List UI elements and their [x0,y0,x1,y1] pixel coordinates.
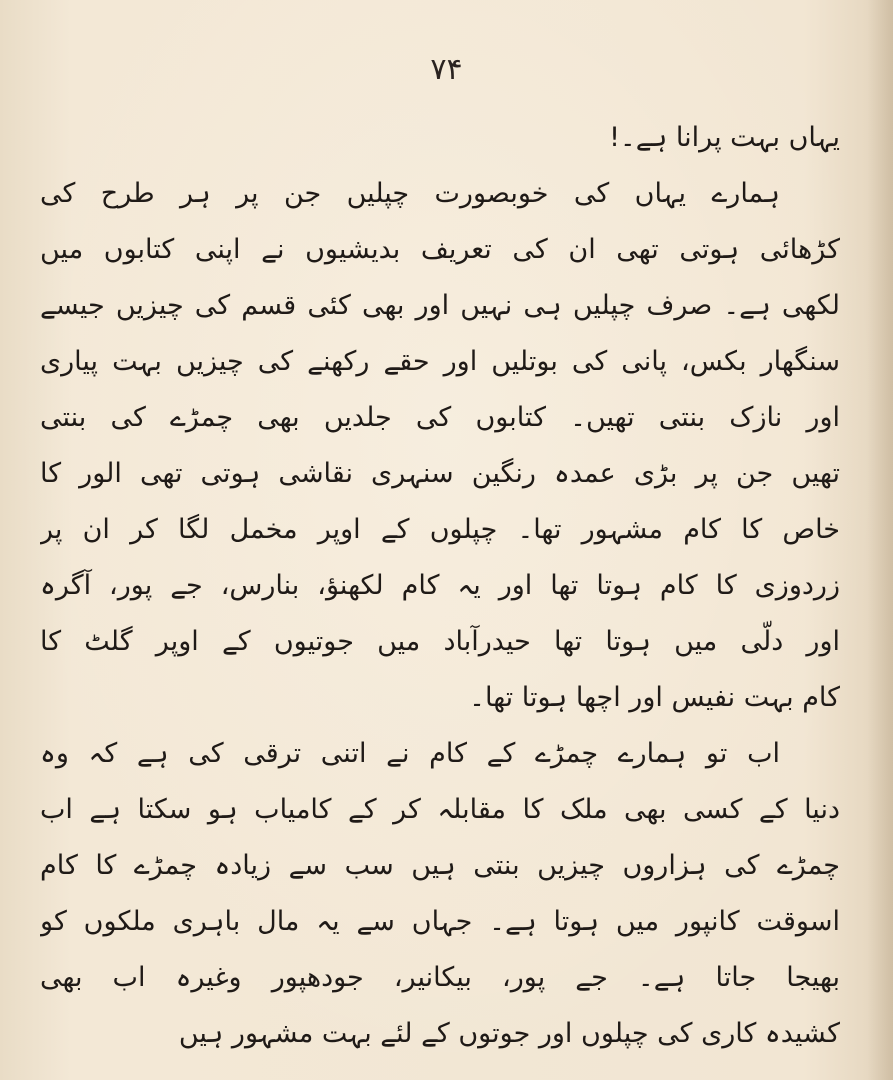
text-line: چمڑے کی ہزاروں چیزیں بنتی ہیں سب سے زیادہ چمڑے کا کام [40,850,840,881]
text-line: سنگھار بکس، پانی کی بوتلیں اور حقے رکھنے کی چیزیں بہت پیاری [40,346,840,377]
text-line: اور دلّی میں ہوتا تھا حیدرآباد میں جوتیوں کے اوپر گلٹ کا [40,626,840,657]
text-line: کام بہت نفیس اور اچھا ہوتا تھا۔ [469,682,840,713]
text-line: بھیجا جاتا ہے۔ جے پور، بیکانیر، جودھپور وغیرہ اب بھی [40,962,840,993]
page-number: ۷۴ [430,52,463,87]
text-line: کڑھائی ہوتی تھی ان کی تعریف بدیشیوں نے اپنی کتابوں میں [40,234,840,265]
text-line: لکھی ہے۔ صرف چپلیں ہی نہیں اور بھی کئی قسم کی چیزیں جیسے [40,290,840,321]
text-line: کشیدہ کاری کی چپلوں اور جوتوں کے لئے بہت مشہور ہیں [178,1018,840,1049]
binding-shadow [867,0,893,1080]
text-line: دنیا کے کسی بھی ملک کا مقابلہ کر کے کامیاب ہو سکتا ہے اب [40,794,840,825]
text-line: زردوزی کا کام ہوتا تھا اور یہ کام لکھنؤ، بنارس، جے پور، آگرہ [40,570,840,601]
text-line: تھیں جن پر بڑی عمدہ رنگین سنہری نقاشی ہوتی تھی الور کا [40,458,840,489]
text-line: ہمارے یہاں کی خوبصورت چپلیں جن پر ہر طرح کی [40,178,780,209]
text-line: یہاں بہت پرانا ہے۔! [609,122,840,153]
body-text [40,110,840,1062]
text-line: اب تو ہمارے چمڑے کے کام نے اتنی ترقی کی ہے کہ وہ [40,738,780,769]
text-line: اسوقت کانپور میں ہوتا ہے۔ جہاں سے یہ مال باہری ملکوں کو [40,906,840,937]
text-line: اور نازک بنتی تھیں۔ کتابوں کی جلدیں بھی چمڑے کی بنتی [40,402,840,433]
text-line: خاص کا کام مشہور تھا۔ چپلوں کے اوپر مخمل لگا کر ان پر [40,514,840,545]
